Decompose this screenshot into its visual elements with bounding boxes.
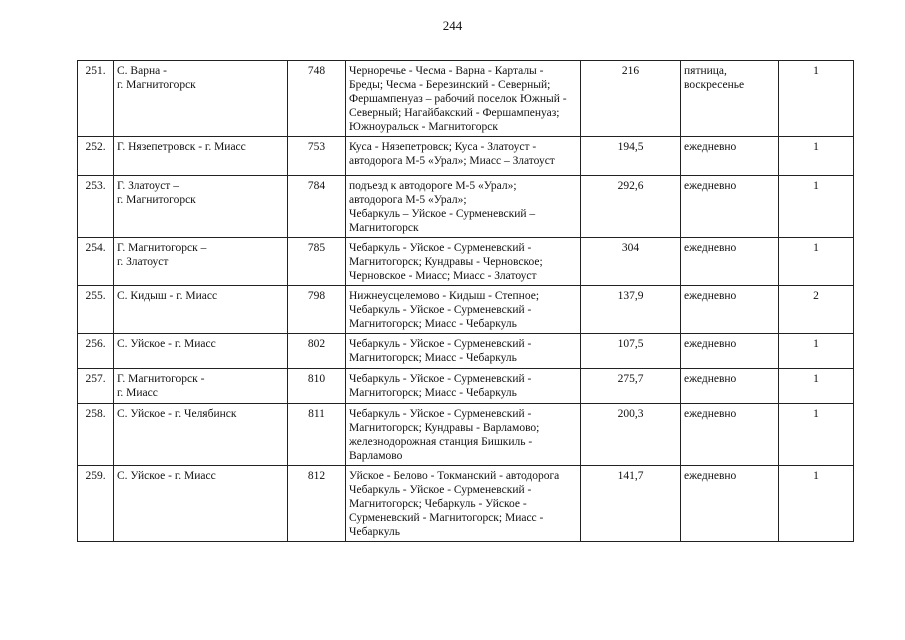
- route-name-cell: Г. Нязепетровск - г. Миасс: [114, 137, 288, 176]
- route-distance-cell: 304: [581, 238, 681, 286]
- route-distance-cell: 275,7: [581, 369, 681, 404]
- route-code-cell: 785: [288, 238, 346, 286]
- route-schedule-cell: ежедневно: [681, 176, 779, 238]
- route-code-cell: 812: [288, 466, 346, 542]
- route-trips-cell: 1: [779, 404, 854, 466]
- table-row: [78, 61, 854, 137]
- route-code-cell: 810: [288, 369, 346, 404]
- route-name-cell: С. Уйское - г. Миасс: [114, 334, 288, 369]
- route-trips-cell: 1: [779, 369, 854, 404]
- table-row: [78, 137, 854, 176]
- route-schedule-cell: ежедневно: [681, 369, 779, 404]
- route-number-cell: 258.: [78, 404, 114, 466]
- route-trips-cell: 2: [779, 286, 854, 334]
- table-row: [78, 369, 854, 404]
- route-distance-cell: 137,9: [581, 286, 681, 334]
- route-distance-cell: 292,6: [581, 176, 681, 238]
- routes-table: [77, 60, 854, 542]
- route-name-cell: Г. Магнитогорск - г. Миасс: [114, 369, 288, 404]
- route-distance-cell: 200,3: [581, 404, 681, 466]
- route-distance-cell: 141,7: [581, 466, 681, 542]
- route-code-cell: 784: [288, 176, 346, 238]
- route-code-cell: 811: [288, 404, 346, 466]
- route-path-cell: Чебаркуль - Уйское - Сурменевский - Магнитогорск; Кундравы - Варламово; железнодорожная станция Бишкиль - Варламово: [346, 404, 581, 466]
- route-trips-cell: 1: [779, 466, 854, 542]
- route-name-cell: Г. Златоуст – г. Магнитогорск: [114, 176, 288, 238]
- route-path-cell: Чебаркуль - Уйское - Сурменевский - Магнитогорск; Миасс - Чебаркуль: [346, 369, 581, 404]
- route-path-cell: Чебаркуль - Уйское - Сурменевский - Магнитогорск; Миасс - Чебаркуль: [346, 334, 581, 369]
- route-schedule-cell: ежедневно: [681, 238, 779, 286]
- route-code-cell: 802: [288, 334, 346, 369]
- route-number-cell: 257.: [78, 369, 114, 404]
- route-trips-cell: 1: [779, 61, 854, 137]
- route-distance-cell: 216: [581, 61, 681, 137]
- table-row: [78, 286, 854, 334]
- table-row: [78, 466, 854, 542]
- route-path-cell: Черноречье - Чесма - Варна - Карталы - Бреды; Чесма - Березинский - Северный; Фершампенуаз – рабочий поселок Южный - Северный; Нагайбакский - Фершампенуаз; Южноуральск - Магнитогорск: [346, 61, 581, 137]
- route-number-cell: 252.: [78, 137, 114, 176]
- table-row: [78, 404, 854, 466]
- route-distance-cell: 107,5: [581, 334, 681, 369]
- route-code-cell: 748: [288, 61, 346, 137]
- table-row: [78, 334, 854, 369]
- route-name-cell: С. Кидыш - г. Миасс: [114, 286, 288, 334]
- table-row: [78, 238, 854, 286]
- route-number-cell: 256.: [78, 334, 114, 369]
- route-number-cell: 251.: [78, 61, 114, 137]
- route-schedule-cell: ежедневно: [681, 466, 779, 542]
- route-path-cell: Нижнеусцелемово - Кидыш - Степное; Чебаркуль - Уйское - Сурменевский - Магнитогорск; Миасс - Чебаркуль: [346, 286, 581, 334]
- route-code-cell: 753: [288, 137, 346, 176]
- routes-table-body: [78, 61, 854, 542]
- page-number: 244: [442, 18, 463, 33]
- route-schedule-cell: ежедневно: [681, 334, 779, 369]
- route-path-cell: Уйское - Белово - Токманский - автодорога Чебаркуль - Уйское - Сурменевский - Магнитогорск; Чебаркуль - Уйское - Сурменевский - Магнитогорск; Миасс - Чебаркуль: [346, 466, 581, 542]
- route-number-cell: 254.: [78, 238, 114, 286]
- route-name-cell: С. Уйское - г. Челябинск: [114, 404, 288, 466]
- route-distance-cell: 194,5: [581, 137, 681, 176]
- route-trips-cell: 1: [779, 137, 854, 176]
- route-trips-cell: 1: [779, 176, 854, 238]
- route-name-cell: С. Уйское - г. Миасс: [114, 466, 288, 542]
- route-path-cell: Куса - Нязепетровск; Куса - Златоуст - автодорога М-5 «Урал»; Миасс – Златоуст: [346, 137, 581, 176]
- route-trips-cell: 1: [779, 334, 854, 369]
- route-number-cell: 259.: [78, 466, 114, 542]
- route-schedule-cell: ежедневно: [681, 404, 779, 466]
- route-trips-cell: 1: [779, 238, 854, 286]
- route-name-cell: Г. Магнитогорск – г. Златоуст: [114, 238, 288, 286]
- route-schedule-cell: ежедневно: [681, 137, 779, 176]
- route-code-cell: 798: [288, 286, 346, 334]
- route-schedule-cell: ежедневно: [681, 286, 779, 334]
- route-name-cell: С. Варна - г. Магнитогорск: [114, 61, 288, 137]
- route-schedule-cell: пятница, воскресенье: [681, 61, 779, 137]
- route-path-cell: Чебаркуль - Уйское - Сурменевский - Магнитогорск; Кундравы - Черновское; Черновское - Миасс; Миасс - Златоуст: [346, 238, 581, 286]
- route-path-cell: подъезд к автодороге М-5 «Урал»; автодорога М-5 «Урал»; Чебаркуль – Уйское - Сурменевский – Магнитогорск: [346, 176, 581, 238]
- table-row: [78, 176, 854, 238]
- route-number-cell: 253.: [78, 176, 114, 238]
- route-number-cell: 255.: [78, 286, 114, 334]
